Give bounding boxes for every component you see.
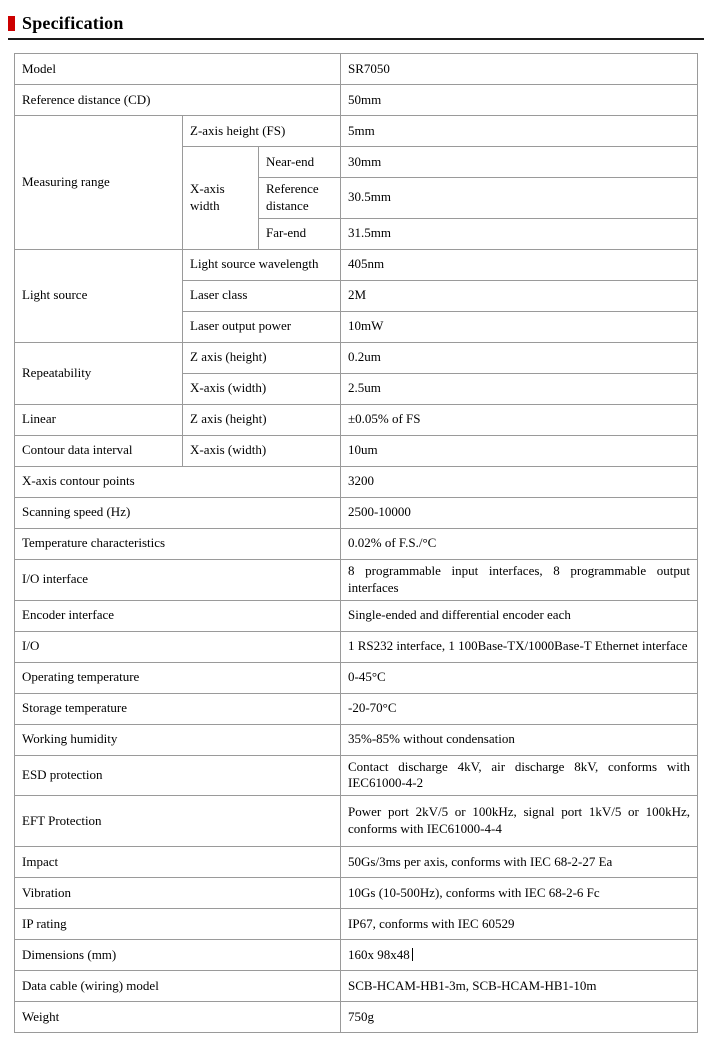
operating-temperature-label: Operating temperature: [15, 662, 341, 693]
reference-distance-cd-label: Reference distance (CD): [15, 85, 341, 116]
table-row: [15, 1002, 698, 1033]
x-reference-distance-value: 30.5mm: [341, 178, 698, 219]
far-end-label: Far-end: [259, 218, 341, 249]
table-row: [15, 724, 698, 755]
dimensions-label: Dimensions (mm): [15, 940, 341, 971]
model-value: SR7050: [341, 54, 698, 85]
table-row: [15, 559, 698, 600]
table-row: [15, 528, 698, 559]
dimensions-value-cell[interactable]: [341, 940, 698, 971]
page-title: Specification: [22, 13, 124, 33]
linear-label: Linear: [15, 404, 183, 435]
table-row: [15, 940, 698, 971]
operating-temperature-value: 0-45°C: [341, 662, 698, 693]
working-humidity-label: Working humidity: [15, 724, 341, 755]
io-value: 1 RS232 interface, 1 100Base-TX/1000Base-T Ethernet interface: [341, 631, 698, 662]
ip-rating-value: IP67, conforms with IEC 60529: [341, 909, 698, 940]
laser-output-power-label: Laser output power: [183, 311, 341, 342]
table-row: [15, 497, 698, 528]
table-row: [15, 54, 698, 85]
temperature-characteristics-value: 0.02% of F.S./°C: [341, 528, 698, 559]
data-cable-model-label: Data cable (wiring) model: [15, 971, 341, 1002]
vibration-value: 10Gs (10-500Hz), conforms with IEC 68-2-6 Fc: [341, 878, 698, 909]
text-cursor: [412, 948, 413, 961]
eft-protection-label: EFT Protection: [15, 796, 341, 847]
z-axis-height-label: Z-axis height (FS): [183, 116, 341, 147]
table-row: [15, 631, 698, 662]
table-row: [15, 435, 698, 466]
working-humidity-value: 35%-85% without condensation: [341, 724, 698, 755]
repeatability-x-label: X-axis (width): [183, 373, 341, 404]
table-row: [15, 909, 698, 940]
storage-temperature-value: -20-70°C: [341, 693, 698, 724]
laser-class-label: Laser class: [183, 280, 341, 311]
repeatability-z-label: Z axis (height): [183, 342, 341, 373]
table-row: [15, 796, 698, 847]
x-axis-contour-points-label: X-axis contour points: [15, 466, 341, 497]
scanning-speed-value: 2500-10000: [341, 497, 698, 528]
x-reference-distance-label: Reference distance: [259, 178, 341, 219]
esd-protection-value: Contact discharge 4kV, air discharge 8kV, conforms with IEC61000-4-2: [341, 755, 698, 796]
x-axis-contour-points-value: 3200: [341, 466, 698, 497]
linear-sub-label: Z axis (height): [183, 404, 341, 435]
table-row: [15, 662, 698, 693]
laser-class-value: 2M: [341, 280, 698, 311]
contour-data-interval-value: 10um: [341, 435, 698, 466]
contour-data-interval-label: Contour data interval: [15, 435, 183, 466]
measuring-range-label: Measuring range: [15, 116, 183, 250]
data-cable-model-value: SCB-HCAM-HB1-3m, SCB-HCAM-HB1-10m: [341, 971, 698, 1002]
table-row: [15, 342, 698, 373]
encoder-interface-value: Single-ended and differential encoder each: [341, 600, 698, 631]
laser-output-power-value: 10mW: [341, 311, 698, 342]
far-end-value: 31.5mm: [341, 218, 698, 249]
red-bullet-icon: [8, 16, 15, 31]
io-interface-label: I/O interface: [15, 559, 341, 600]
table-row: [15, 404, 698, 435]
light-source-label: Light source: [15, 249, 183, 342]
ip-rating-label: IP rating: [15, 909, 341, 940]
impact-value: 50Gs/3ms per axis, conforms with IEC 68-2-27 Ea: [341, 847, 698, 878]
page-header: [8, 8, 704, 40]
specification-table: [14, 53, 698, 1033]
esd-protection-label: ESD protection: [15, 755, 341, 796]
repeatability-x-value: 2.5um: [341, 373, 698, 404]
table-row: [15, 971, 698, 1002]
weight-value: 750g: [341, 1002, 698, 1033]
io-interface-value: 8 programmable input interfaces, 8 programmable output interfaces: [341, 559, 698, 600]
near-end-value: 30mm: [341, 147, 698, 178]
wavelength-label: Light source wavelength: [183, 249, 341, 280]
temperature-characteristics-label: Temperature characteristics: [15, 528, 341, 559]
near-end-label: Near-end: [259, 147, 341, 178]
scanning-speed-label: Scanning speed (Hz): [15, 497, 341, 528]
model-label: Model: [15, 54, 341, 85]
repeatability-z-value: 0.2um: [341, 342, 698, 373]
storage-temperature-label: Storage temperature: [15, 693, 341, 724]
table-row: [15, 116, 698, 147]
io-label: I/O: [15, 631, 341, 662]
table-row: [15, 878, 698, 909]
vibration-label: Vibration: [15, 878, 341, 909]
contour-data-interval-sub-label: X-axis (width): [183, 435, 341, 466]
table-row: [15, 755, 698, 796]
dimensions-value: 160x 98x48: [348, 946, 410, 962]
table-row: [15, 600, 698, 631]
linear-value: ±0.05% of FS: [341, 404, 698, 435]
table-row: [15, 847, 698, 878]
table-row: [15, 693, 698, 724]
wavelength-value: 405nm: [341, 249, 698, 280]
table-row: [15, 466, 698, 497]
x-axis-width-label: X-axis width: [183, 147, 259, 250]
impact-label: Impact: [15, 847, 341, 878]
repeatability-label: Repeatability: [15, 342, 183, 404]
eft-protection-value: Power port 2kV/5 or 100kHz, signal port 1kV/5 or 100kHz, conforms with IEC61000-4-4: [341, 796, 698, 847]
weight-label: Weight: [15, 1002, 341, 1033]
table-row: [15, 85, 698, 116]
z-axis-height-value: 5mm: [341, 116, 698, 147]
encoder-interface-label: Encoder interface: [15, 600, 341, 631]
table-row: [15, 249, 698, 280]
reference-distance-cd-value: 50mm: [341, 85, 698, 116]
